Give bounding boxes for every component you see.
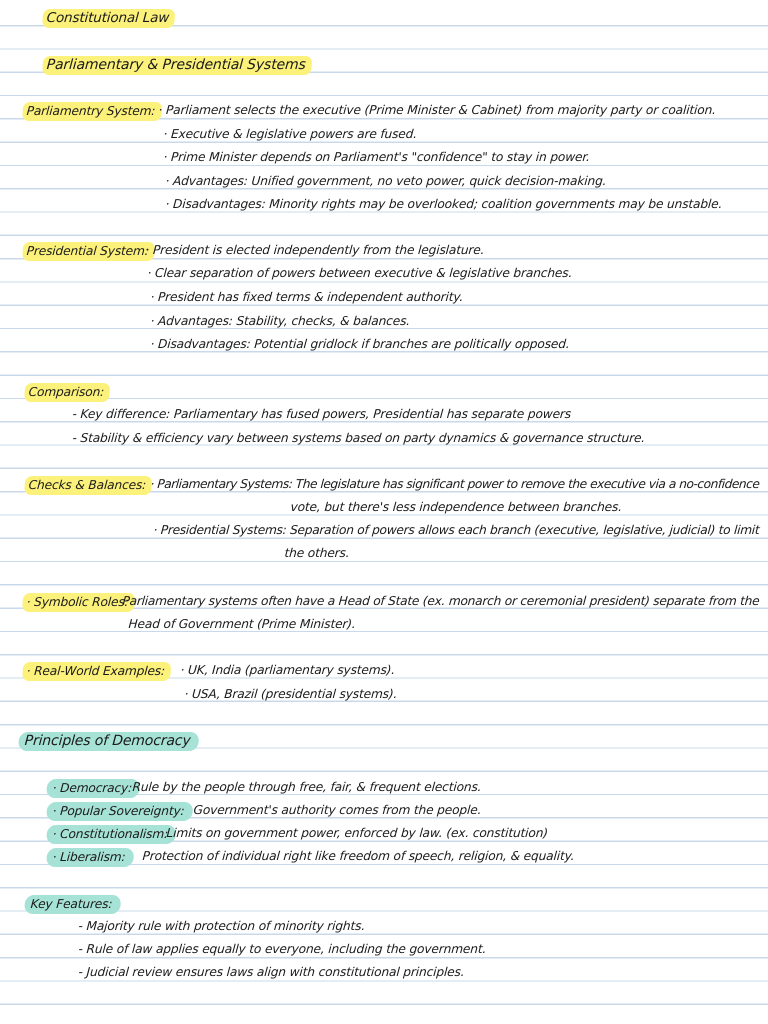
presidential-point: · Disadvantages: Potential gridlock if branches are politically opposed. bbox=[150, 337, 571, 351]
parliamentary-point: · Executive & legislative powers are fused. bbox=[163, 127, 418, 141]
symbolic-roles-line: Parliamentary systems often have a Head of State (ex. monarch or ceremonial president) separate from the bbox=[122, 594, 760, 608]
presidential-point: · President has fixed terms & independent authority. bbox=[150, 290, 464, 304]
principle-label: · Constitutionalism: bbox=[46, 825, 177, 844]
key-feature-point: - Judicial review ensures laws align with constitutional principles. bbox=[78, 965, 465, 979]
parliamentary-point: · Parliament selects the executive (Prime Minister & Cabinet) from majority party or coalition. bbox=[158, 103, 717, 117]
symbolic-roles-line: Head of Government (Prime Minister). bbox=[128, 617, 357, 631]
parliamentary-label: Parliamentry System: bbox=[22, 102, 162, 121]
key-features-label: Key Features: bbox=[24, 895, 121, 914]
key-feature-point: - Majority rule with protection of minority rights. bbox=[78, 919, 366, 933]
checks-parliamentary-line: vote, but there's less independence between branches. bbox=[290, 500, 623, 514]
presidential-label: Presidential System: bbox=[22, 242, 155, 261]
principle-label: · Democracy: bbox=[46, 779, 141, 798]
presidential-point: · Clear separation of powers between executive & legislative branches. bbox=[147, 266, 573, 280]
comparison-point: - Stability & efficiency vary between systems based on party dynamics & governance structure. bbox=[72, 431, 646, 445]
section-heading-systems: Parliamentary & Presidential Systems bbox=[42, 56, 312, 75]
checks-presidential-line: the others. bbox=[284, 546, 350, 560]
parliamentary-point: · Disadvantages: Minority rights may be overlooked; coalition governments may be unstable. bbox=[165, 197, 723, 211]
comparison-label: Comparison: bbox=[24, 383, 111, 402]
examples-label: · Real-World Examples: bbox=[22, 662, 172, 681]
page-title: Constitutional Law bbox=[42, 9, 176, 28]
principle-label: · Liberalism: bbox=[46, 848, 134, 867]
principle-label: · Popular Sovereignty: bbox=[46, 802, 193, 821]
principle-text: Rule by the people through free, fair, & frequent elections. bbox=[132, 780, 482, 794]
presidential-point: · President is elected independently from the legislature. bbox=[145, 243, 485, 257]
parliamentary-point: · Prime Minister depends on Parliament's "confidence" to stay in power. bbox=[163, 150, 591, 164]
principle-text: Protection of individual right like freedom of speech, religion, & equality. bbox=[142, 849, 575, 863]
checks-balances-label: Checks & Balances: bbox=[24, 476, 153, 495]
principle-text: Limits on government power, enforced by law. (ex. constitution) bbox=[166, 826, 549, 840]
principle-text: Government's authority comes from the people. bbox=[193, 803, 482, 817]
symbolic-roles-label: · Symbolic Roles: bbox=[22, 593, 135, 612]
checks-parliamentary-line: · Parliamentary Systems: The legislature has significant power to remove the executive via a no-confidence bbox=[150, 477, 760, 491]
parliamentary-point: · Advantages: Unified government, no veto power, quick decision-making. bbox=[165, 174, 607, 188]
section-heading-democracy: Principles of Democracy bbox=[18, 732, 199, 751]
comparison-point: - Key difference: Parliamentary has fused powers, Presidential has separate powers bbox=[72, 407, 572, 421]
key-feature-point: - Rule of law applies equally to everyone, including the government. bbox=[78, 942, 487, 956]
presidential-point: · Advantages: Stability, checks, & balances. bbox=[150, 314, 411, 328]
checks-presidential-line: · Presidential Systems: Separation of powers allows each branch (executive, legislative, judicial) to limit bbox=[153, 523, 760, 537]
examples-line: · USA, Brazil (presidential systems). bbox=[184, 687, 398, 701]
examples-line: · UK, India (parliamentary systems). bbox=[180, 663, 396, 677]
